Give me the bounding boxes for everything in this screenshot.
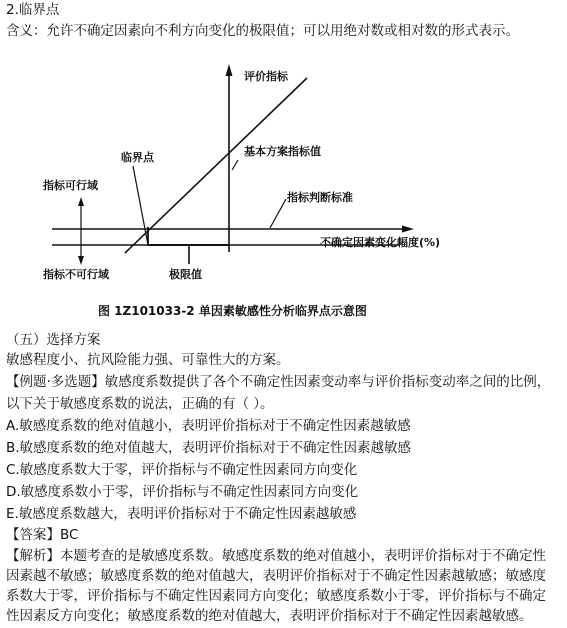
critical-point-leader [133, 166, 148, 245]
option-a: A.敏感度系数的绝对值越小，表明评价指标对于不确定性因素越敏感 [6, 418, 411, 434]
base-plan-leader [232, 160, 238, 170]
infeasible-region-arrow [78, 256, 84, 265]
analysis-line2: 因素越不敏感；敏感度系数的绝对值越大，表明评价指标对于不确定性因素越敏感；敏感度 [6, 568, 546, 584]
selection-text: 敏感程度小、抗风险能力强、可靠性大的方案。 [6, 352, 290, 368]
label-base-plan-value: 基本方案指标值 [244, 145, 321, 158]
label-feasible-region: 指标可行域 [43, 179, 98, 192]
label-limit-value: 极限值 [169, 268, 202, 281]
answer: 【答案】BC [6, 527, 79, 543]
analysis-line4: 性因素反方向变化；敏感度系数的绝对值越大，表明评价指标对于不确定性因素越敏感。 [6, 608, 533, 624]
label-x-axis: 不确定因素变化幅度(%) [320, 236, 441, 249]
x-axis-arrow [402, 226, 414, 233]
analysis-line1: 【解析】本题考查的是敏感度系数。敏感度系数的绝对值越小，表明评价指标对于不确定性 [6, 548, 546, 564]
judgment-standard-leader [270, 199, 286, 228]
option-e: E.敏感度系数越大，表明评价指标对于不确定性因素越敏感 [6, 506, 357, 522]
definition-text: 含义：允许不确定因素向不利方向变化的极限值；可以用绝对数或相对数的形式表示。 [6, 23, 519, 39]
analysis-line3: 系数大于零，评价指标与不确定性因素同方向变化；敏感度系数小于零，评价指标与不确定 [6, 588, 546, 604]
label-evaluation-index: 评价指标 [244, 70, 288, 83]
label-infeasible-region: 指标不可行域 [43, 268, 109, 281]
option-b: B.敏感度系数的绝对值越大，表明评价指标对于不确定性因素越敏感 [6, 440, 412, 456]
question-stem-line1: 【例题·多选题】敏感度系数提供了各个不确定性因素变动率与评价指标变动率之间的比例， [6, 374, 551, 390]
option-d: D.敏感度系数小于零，评价指标与不确定性因素同方向变化 [6, 484, 359, 500]
section-heading: 2.临界点 [6, 2, 60, 18]
question-stem-line2: 以下关于敏感度系数的说法，正确的有（ ）。 [6, 396, 274, 412]
sub-heading: （五）选择方案 [6, 332, 101, 348]
figure-caption: 图 1Z101033-2 单因素敏感性分析临界点示意图 [98, 304, 367, 318]
y-axis-arrow [226, 64, 233, 76]
feasible-region-arrow [78, 197, 84, 206]
label-judgment-standard: 指标判断标准 [287, 191, 353, 204]
sensitivity-line [125, 78, 307, 253]
option-c: C.敏感度系数大于零，评价指标与不确定性因素同方向变化 [6, 462, 358, 478]
label-critical-point: 临界点 [121, 151, 154, 164]
